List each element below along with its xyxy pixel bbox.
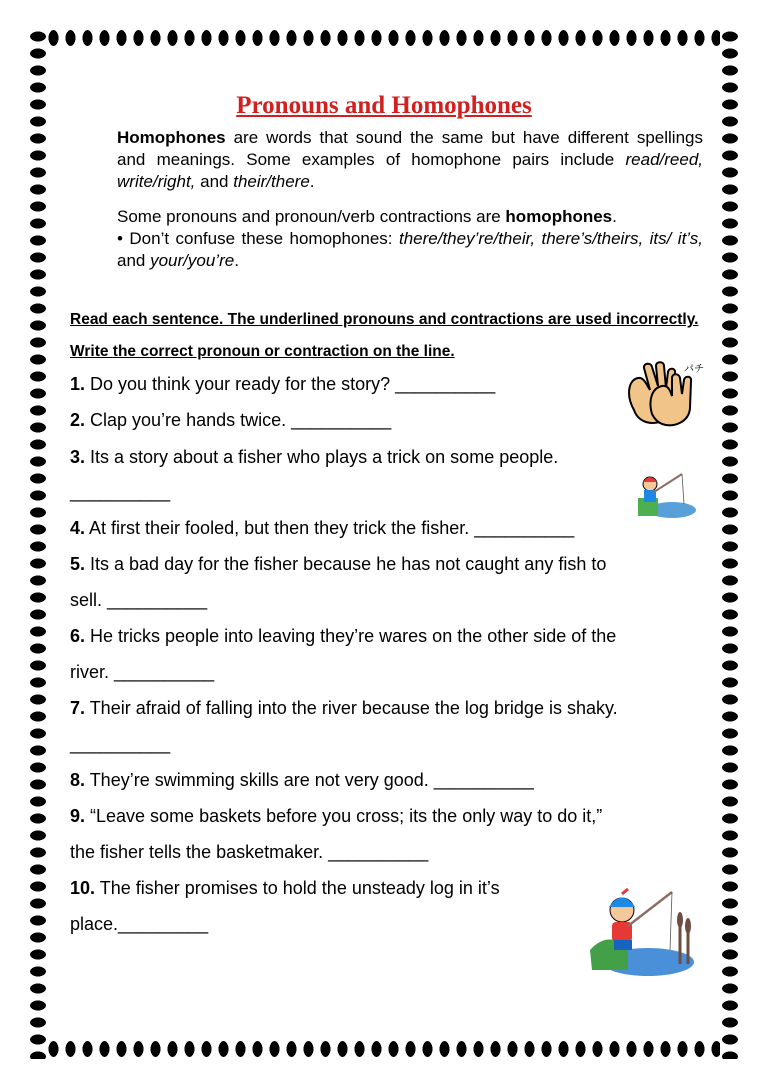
question-text[interactable]: “Leave some baskets before you cross; its the only way to do it,” bbox=[85, 806, 603, 826]
question-number: 5. bbox=[70, 554, 86, 574]
question-number: 7. bbox=[70, 698, 86, 718]
question-number: 3. bbox=[70, 447, 86, 467]
question-line bbox=[70, 906, 208, 942]
border-bottom bbox=[28, 1039, 740, 1059]
question-line bbox=[70, 798, 602, 834]
question-line bbox=[70, 366, 495, 402]
question-text[interactable]: The fisher promises to hold the unsteady log in it’s bbox=[95, 878, 500, 898]
question-text[interactable]: __________ bbox=[70, 734, 171, 754]
question-number: 1. bbox=[70, 374, 86, 394]
question-number: 10. bbox=[70, 878, 96, 898]
instructions: Read each sentence. The underlined pronouns and contractions are used incorrectly. Write the correct pronoun or contraction on the line. bbox=[70, 311, 699, 360]
note-text: Some pronouns and pronoun/verb contractions are bbox=[117, 207, 506, 226]
example-write-right: write/right, bbox=[117, 172, 196, 191]
question-line bbox=[70, 510, 574, 546]
question-text[interactable]: Clap you’re hands twice. __________ bbox=[85, 410, 392, 430]
question-text[interactable]: __________ bbox=[70, 482, 171, 502]
question-number: 4. bbox=[70, 518, 86, 538]
question-text[interactable]: place._________ bbox=[70, 914, 209, 934]
question-line bbox=[70, 870, 500, 906]
clapping-hands-icon bbox=[622, 360, 704, 430]
example-their-there: their/there bbox=[233, 172, 310, 191]
question-text[interactable]: sell. __________ bbox=[70, 590, 208, 610]
question-text[interactable]: Their afraid of falling into the river because the log bridge is shaky. bbox=[85, 698, 618, 718]
question-number: 9. bbox=[70, 806, 86, 826]
question-text[interactable]: At first their fooled, but then they trick the fisher. __________ bbox=[85, 518, 575, 538]
homophones-definition bbox=[117, 127, 703, 193]
question-text[interactable]: Its a story about a fisher who plays a trick on some people. bbox=[85, 447, 559, 467]
question-line bbox=[70, 582, 207, 618]
question-line bbox=[70, 690, 618, 726]
bullet-examples-1: there/they’re/their, there’s/theirs, its/ it’s, bbox=[398, 229, 703, 248]
bullet-text: • Don’t confuse these homophones: bbox=[117, 229, 399, 248]
question-line bbox=[70, 439, 558, 475]
term-homophones-2: homophones bbox=[505, 207, 613, 226]
bullet-examples-2: your/you’re bbox=[150, 251, 235, 270]
question-line bbox=[70, 834, 428, 870]
pronoun-homophones-note bbox=[117, 206, 703, 272]
question-text[interactable]: Its a bad day for the fisher because he has not caught any fish to bbox=[85, 554, 607, 574]
clap-sound-label: パチ bbox=[684, 364, 704, 375]
question-text[interactable]: the fisher tells the basketmaker. __________ bbox=[70, 842, 429, 862]
question-line bbox=[70, 546, 606, 582]
question-line bbox=[70, 618, 616, 654]
fisher-boy-large-icon bbox=[588, 880, 698, 980]
conjunction: and bbox=[195, 172, 234, 191]
border-right bbox=[720, 28, 740, 1059]
question-line bbox=[70, 654, 214, 690]
term-homophones: Homophones bbox=[117, 128, 226, 147]
border-left bbox=[28, 28, 48, 1059]
question-number: 8. bbox=[70, 770, 86, 790]
question-number: 6. bbox=[70, 626, 86, 646]
question-line bbox=[70, 762, 534, 798]
question-text[interactable]: He tricks people into leaving they’re wares on the other side of the bbox=[85, 626, 617, 646]
border-top bbox=[28, 28, 740, 48]
example-read-reed: read/reed, bbox=[625, 150, 703, 169]
question-text[interactable]: river. __________ bbox=[70, 662, 215, 682]
fisher-boy-small-icon bbox=[632, 470, 698, 520]
question-line bbox=[70, 402, 391, 438]
definition-text: are words that sound the same but have different spellings and meanings. Some examples of homophone pairs include bbox=[117, 128, 703, 169]
page-title: Pronouns and Homophones bbox=[236, 92, 532, 119]
question-text[interactable]: They’re swimming skills are not very good. __________ bbox=[85, 770, 534, 790]
period: . bbox=[612, 207, 617, 226]
conjunction: and bbox=[117, 251, 151, 270]
question-line bbox=[70, 474, 170, 510]
period: . bbox=[309, 172, 315, 191]
question-number: 2. bbox=[70, 410, 86, 430]
period: . bbox=[234, 251, 239, 270]
question-line bbox=[70, 726, 170, 762]
question-text[interactable]: Do you think your ready for the story? __________ bbox=[85, 374, 496, 394]
